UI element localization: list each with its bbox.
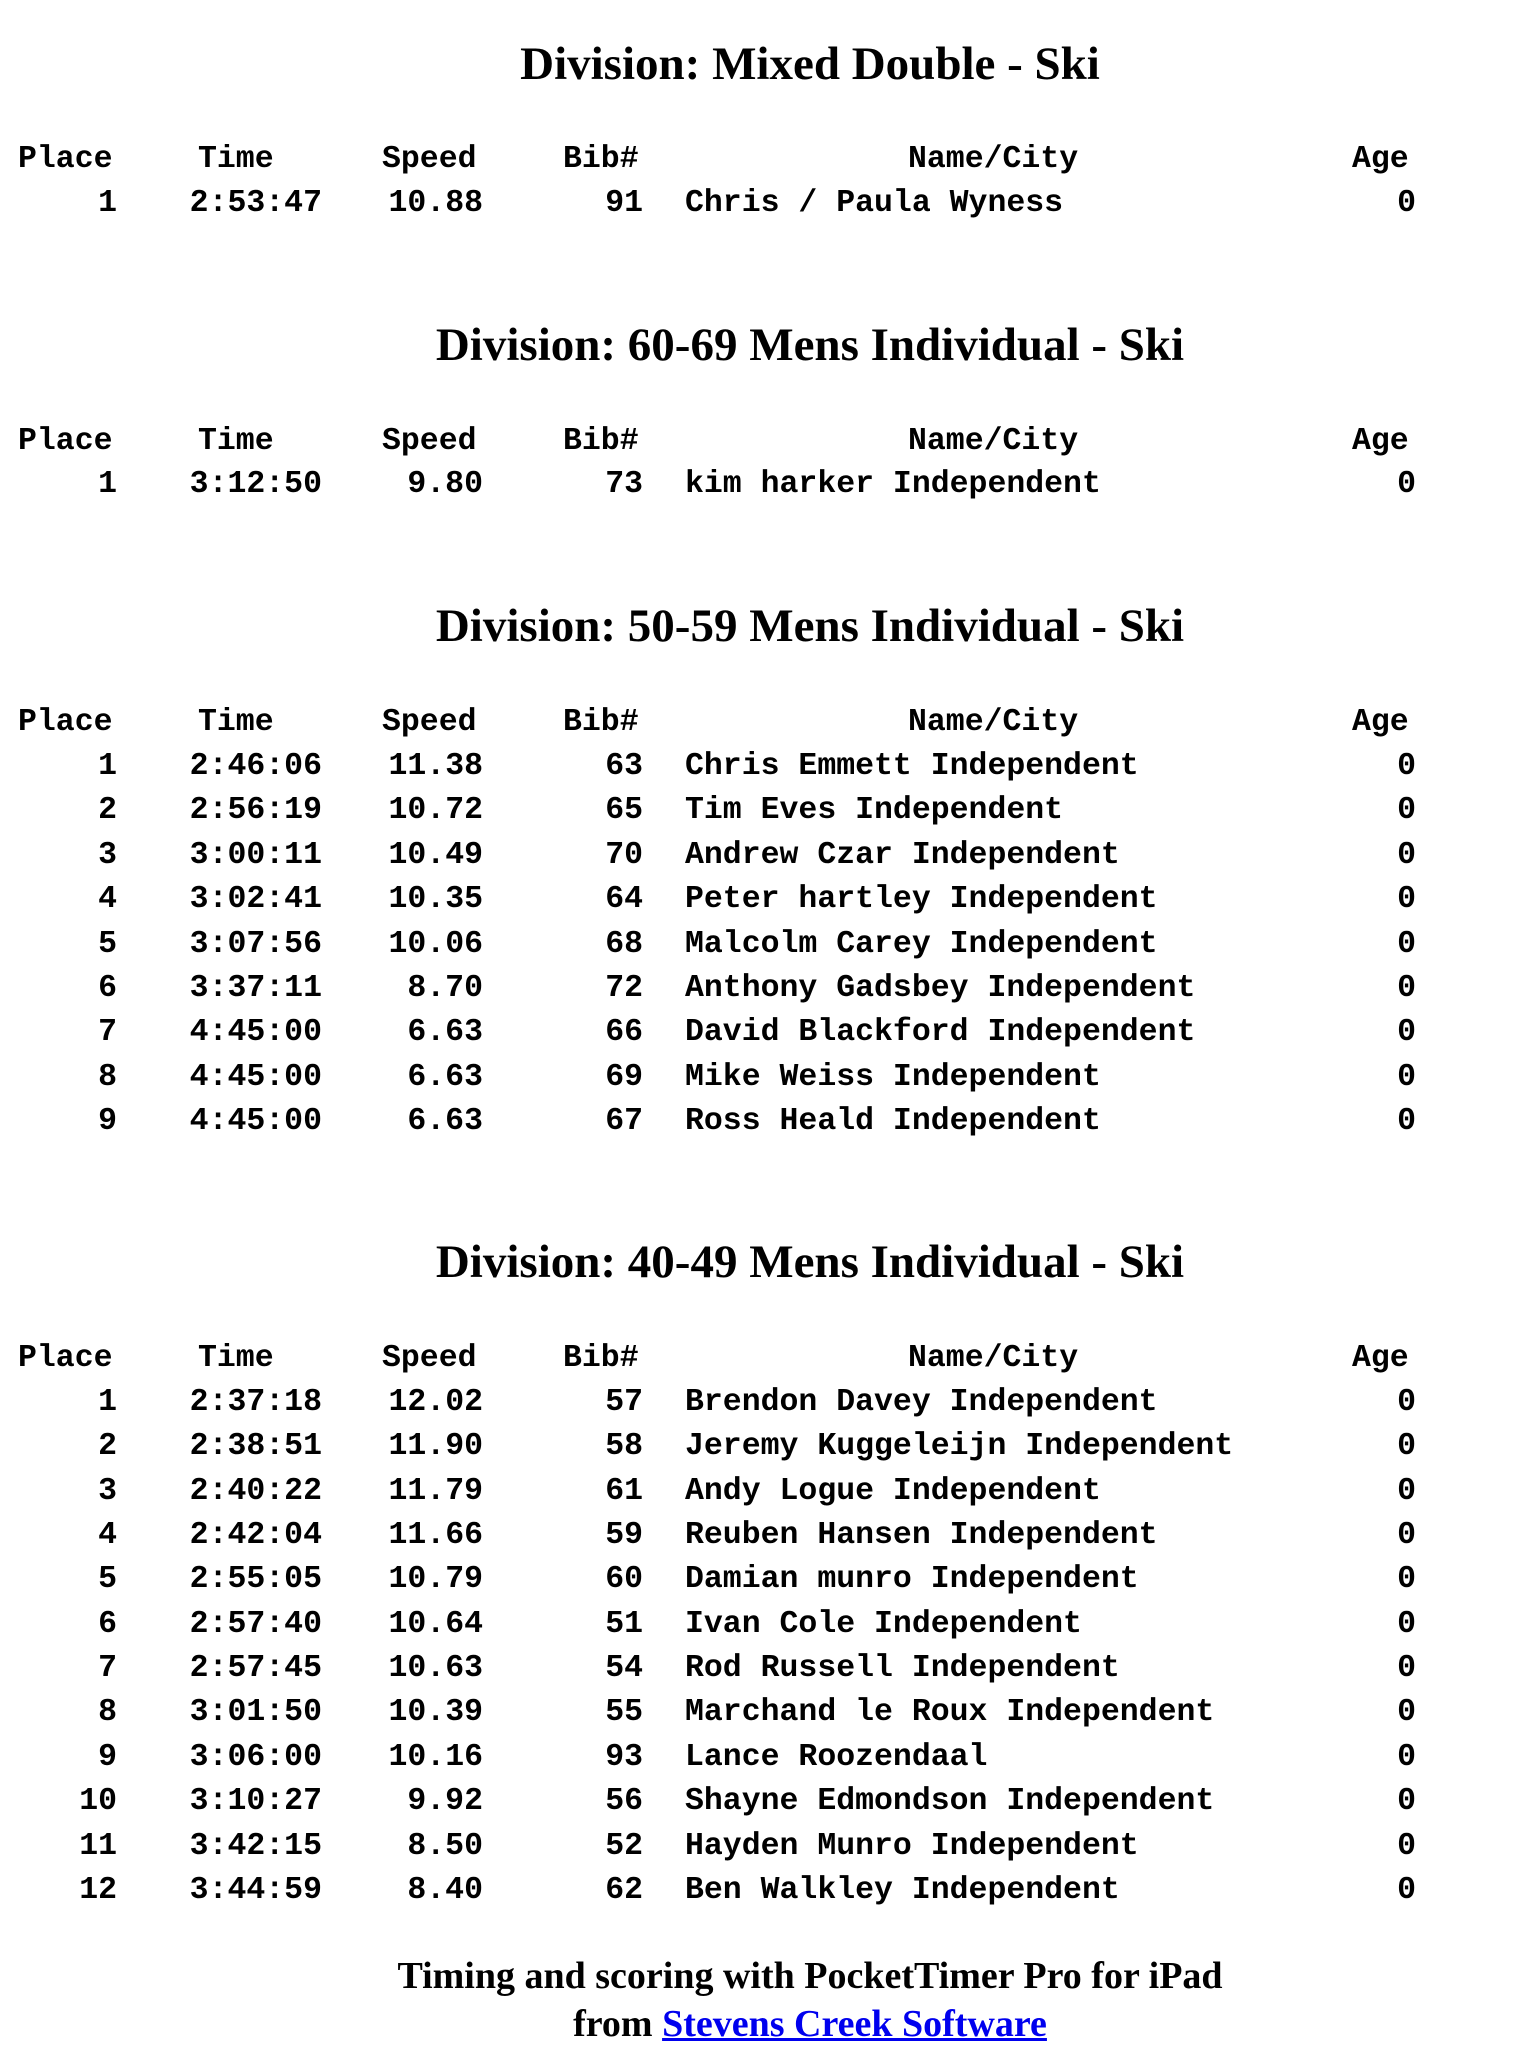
time-cell: 4:45:00 — [189, 1060, 322, 1095]
speed-cell: 11.66 — [388, 1518, 483, 1553]
header-name-city: Name/City — [908, 1341, 1079, 1376]
bib-cell: 72 — [605, 971, 643, 1006]
speed-cell: 10.72 — [388, 793, 483, 828]
table-row — [0, 1603, 1536, 1647]
bib-cell: 68 — [605, 927, 643, 962]
time-cell: 3:44:59 — [189, 1873, 322, 1908]
name-cell: Jeremy Kuggeleijn Independent — [685, 1429, 1234, 1464]
name-cell: Hayden Munro Independent — [685, 1829, 1139, 1864]
header-age: Age — [1352, 705, 1409, 740]
name-cell: Ross Heald Independent — [685, 1104, 1101, 1139]
place-cell: 11 — [79, 1829, 117, 1864]
age-cell: 0 — [1397, 1385, 1416, 1420]
place-cell: 8 — [98, 1060, 117, 1095]
time-cell: 2:38:51 — [189, 1429, 322, 1464]
speed-cell: 10.39 — [388, 1695, 483, 1730]
time-cell: 3:06:00 — [189, 1740, 322, 1775]
name-cell: Lance Roozendaal — [685, 1740, 988, 1775]
place-cell: 3 — [98, 1474, 117, 1509]
place-cell: 1 — [98, 467, 117, 502]
name-cell: Damian munro Independent — [685, 1562, 1139, 1597]
table-row — [0, 463, 1536, 507]
speed-cell: 6.63 — [407, 1015, 483, 1050]
age-cell: 0 — [1397, 927, 1416, 962]
table-header — [0, 701, 1536, 745]
speed-cell: 9.80 — [407, 467, 483, 502]
name-cell: Peter hartley Independent — [685, 882, 1158, 917]
speed-cell: 10.06 — [388, 927, 483, 962]
table-row — [0, 1381, 1536, 1425]
age-cell: 0 — [1397, 1740, 1416, 1775]
table-row — [0, 878, 1536, 922]
bib-cell: 73 — [605, 467, 643, 502]
bib-cell: 69 — [605, 1060, 643, 1095]
header-place: Place — [18, 424, 113, 459]
place-cell: 4 — [98, 882, 117, 917]
table-row — [0, 1869, 1536, 1913]
age-cell: 0 — [1397, 1474, 1416, 1509]
name-cell: Tim Eves Independent — [685, 793, 1064, 828]
bib-cell: 58 — [605, 1429, 643, 1464]
header-name-city: Name/City — [908, 424, 1079, 459]
table-row — [0, 1558, 1536, 1602]
bib-cell: 56 — [605, 1784, 643, 1819]
time-cell: 2:40:22 — [189, 1474, 322, 1509]
time-cell: 2:56:19 — [189, 793, 322, 828]
place-cell: 1 — [98, 186, 117, 221]
header-place: Place — [18, 1341, 113, 1376]
header-age: Age — [1352, 1341, 1409, 1376]
table-row — [0, 1691, 1536, 1735]
bib-cell: 60 — [605, 1562, 643, 1597]
place-cell: 9 — [98, 1740, 117, 1775]
bib-cell: 54 — [605, 1651, 643, 1686]
bib-cell: 57 — [605, 1385, 643, 1420]
bib-cell: 66 — [605, 1015, 643, 1050]
age-cell: 0 — [1397, 971, 1416, 1006]
table-row — [0, 1514, 1536, 1558]
division-title: Division: 50-59 Mens Individual - Ski — [435, 600, 1185, 652]
age-cell: 0 — [1397, 1562, 1416, 1597]
age-cell: 0 — [1397, 749, 1416, 784]
place-cell: 7 — [98, 1015, 117, 1050]
time-cell: 3:07:56 — [189, 927, 322, 962]
time-cell: 3:12:50 — [189, 467, 322, 502]
age-cell: 0 — [1397, 1695, 1416, 1730]
header-name-city: Name/City — [908, 142, 1079, 177]
name-cell: Anthony Gadsbey Independent — [685, 971, 1196, 1006]
name-cell: Malcolm Carey Independent — [685, 927, 1158, 962]
division-title: Division: 60-69 Mens Individual - Ski — [435, 319, 1185, 371]
speed-cell: 10.35 — [388, 882, 483, 917]
header-time: Time — [198, 424, 274, 459]
speed-cell: 10.16 — [388, 1740, 483, 1775]
place-cell: 4 — [98, 1518, 117, 1553]
speed-cell: 10.88 — [388, 186, 483, 221]
speed-cell: 8.70 — [407, 971, 483, 1006]
bib-cell: 55 — [605, 1695, 643, 1730]
footer-from-text: from — [573, 2003, 663, 2045]
header-speed: Speed — [382, 1341, 477, 1376]
header-speed: Speed — [382, 424, 477, 459]
header-time: Time — [198, 705, 274, 740]
age-cell: 0 — [1397, 1015, 1416, 1050]
header-bib: Bib# — [563, 142, 639, 177]
age-cell: 0 — [1397, 1873, 1416, 1908]
time-cell: 2:42:04 — [189, 1518, 322, 1553]
speed-cell: 10.49 — [388, 838, 483, 873]
division-title: Division: 40-49 Mens Individual - Ski — [435, 1236, 1185, 1288]
table-row — [0, 1825, 1536, 1869]
table-row — [0, 745, 1536, 789]
place-cell: 1 — [98, 749, 117, 784]
speed-cell: 11.38 — [388, 749, 483, 784]
place-cell: 10 — [79, 1784, 117, 1819]
table-row — [0, 1780, 1536, 1824]
time-cell: 3:37:11 — [189, 971, 322, 1006]
speed-cell: 6.63 — [407, 1104, 483, 1139]
age-cell: 0 — [1397, 1060, 1416, 1095]
table-row — [0, 182, 1536, 226]
age-cell: 0 — [1397, 1829, 1416, 1864]
place-cell: 3 — [98, 838, 117, 873]
header-time: Time — [198, 142, 274, 177]
time-cell: 3:42:15 — [189, 1829, 322, 1864]
place-cell: 2 — [98, 1429, 117, 1464]
speed-cell: 10.64 — [388, 1607, 483, 1642]
speed-cell: 8.50 — [407, 1829, 483, 1864]
age-cell: 0 — [1397, 1429, 1416, 1464]
division-title: Division: Mixed Double - Ski — [520, 38, 1100, 90]
speed-cell: 6.63 — [407, 1060, 483, 1095]
table-header — [0, 1337, 1536, 1381]
name-cell: Ivan Cole Independent — [685, 1607, 1082, 1642]
table-header — [0, 420, 1536, 464]
name-cell: David Blackford Independent — [685, 1015, 1196, 1050]
header-time: Time — [198, 1341, 274, 1376]
header-speed: Speed — [382, 705, 477, 740]
bib-cell: 52 — [605, 1829, 643, 1864]
age-cell: 0 — [1397, 1104, 1416, 1139]
footer-credit: Timing and scoring with PocketTimer Pro for iPad — [397, 1955, 1223, 1997]
name-cell: Rod Russell Independent — [685, 1651, 1120, 1686]
bib-cell: 93 — [605, 1740, 643, 1775]
table-row — [0, 923, 1536, 967]
bib-cell: 51 — [605, 1607, 643, 1642]
time-cell: 3:02:41 — [189, 882, 322, 917]
header-bib: Bib# — [563, 1341, 639, 1376]
age-cell: 0 — [1397, 1518, 1416, 1553]
time-cell: 4:45:00 — [189, 1104, 322, 1139]
time-cell: 4:45:00 — [189, 1015, 322, 1050]
name-cell: Reuben Hansen Independent — [685, 1518, 1158, 1553]
header-speed: Speed — [382, 142, 477, 177]
place-cell: 9 — [98, 1104, 117, 1139]
header-bib: Bib# — [563, 424, 639, 459]
table-row — [0, 1425, 1536, 1469]
bib-cell: 67 — [605, 1104, 643, 1139]
bib-cell: 63 — [605, 749, 643, 784]
bib-cell: 70 — [605, 838, 643, 873]
time-cell: 2:46:06 — [189, 749, 322, 784]
speed-cell: 12.02 — [388, 1385, 483, 1420]
time-cell: 2:53:47 — [189, 186, 322, 221]
place-cell: 6 — [98, 971, 117, 1006]
table-row — [0, 834, 1536, 878]
time-cell: 2:57:40 — [189, 1607, 322, 1642]
header-age: Age — [1352, 142, 1409, 177]
name-cell: Mike Weiss Independent — [685, 1060, 1101, 1095]
age-cell: 0 — [1397, 1784, 1416, 1819]
place-cell: 5 — [98, 927, 117, 962]
footer-from-line — [0, 2000, 1536, 2049]
bib-cell: 65 — [605, 793, 643, 828]
header-place: Place — [18, 705, 113, 740]
name-cell: Marchand le Roux Independent — [685, 1695, 1215, 1730]
table-row — [0, 1647, 1536, 1691]
name-cell: Andrew Czar Independent — [685, 838, 1120, 873]
speed-cell: 11.79 — [388, 1474, 483, 1509]
age-cell: 0 — [1397, 882, 1416, 917]
age-cell: 0 — [1397, 1651, 1416, 1686]
speed-cell: 8.40 — [407, 1873, 483, 1908]
speed-cell: 10.63 — [388, 1651, 483, 1686]
name-cell: Ben Walkley Independent — [685, 1873, 1120, 1908]
table-row — [0, 789, 1536, 833]
name-cell: Andy Logue Independent — [685, 1474, 1101, 1509]
place-cell: 7 — [98, 1651, 117, 1686]
table-row — [0, 1056, 1536, 1100]
time-cell: 3:10:27 — [189, 1784, 322, 1819]
age-cell: 0 — [1397, 1607, 1416, 1642]
stevens-creek-software-link[interactable]: Stevens Creek Software — [662, 2003, 1047, 2045]
table-row — [0, 967, 1536, 1011]
speed-cell: 10.79 — [388, 1562, 483, 1597]
time-cell: 2:55:05 — [189, 1562, 322, 1597]
header-age: Age — [1352, 424, 1409, 459]
header-place: Place — [18, 142, 113, 177]
table-row — [0, 1100, 1536, 1144]
speed-cell: 11.90 — [388, 1429, 483, 1464]
age-cell: 0 — [1397, 793, 1416, 828]
name-cell: kim harker Independent — [685, 467, 1101, 502]
bib-cell: 91 — [605, 186, 643, 221]
age-cell: 0 — [1397, 838, 1416, 873]
place-cell: 8 — [98, 1695, 117, 1730]
time-cell: 3:00:11 — [189, 838, 322, 873]
age-cell: 0 — [1397, 467, 1416, 502]
name-cell: Chris / Paula Wyness — [685, 186, 1064, 221]
bib-cell: 62 — [605, 1873, 643, 1908]
header-bib: Bib# — [563, 705, 639, 740]
name-cell: Shayne Edmondson Independent — [685, 1784, 1215, 1819]
place-cell: 1 — [98, 1385, 117, 1420]
header-name-city: Name/City — [908, 705, 1079, 740]
bib-cell: 59 — [605, 1518, 643, 1553]
bib-cell: 61 — [605, 1474, 643, 1509]
table-header — [0, 138, 1536, 182]
name-cell: Chris Emmett Independent — [685, 749, 1139, 784]
place-cell: 6 — [98, 1607, 117, 1642]
place-cell: 12 — [79, 1873, 117, 1908]
table-row — [0, 1470, 1536, 1514]
table-row — [0, 1736, 1536, 1780]
time-cell: 2:57:45 — [189, 1651, 322, 1686]
table-row — [0, 1011, 1536, 1055]
time-cell: 2:37:18 — [189, 1385, 322, 1420]
age-cell: 0 — [1397, 186, 1416, 221]
bib-cell: 64 — [605, 882, 643, 917]
place-cell: 5 — [98, 1562, 117, 1597]
name-cell: Brendon Davey Independent — [685, 1385, 1158, 1420]
speed-cell: 9.92 — [407, 1784, 483, 1819]
time-cell: 3:01:50 — [189, 1695, 322, 1730]
place-cell: 2 — [98, 793, 117, 828]
